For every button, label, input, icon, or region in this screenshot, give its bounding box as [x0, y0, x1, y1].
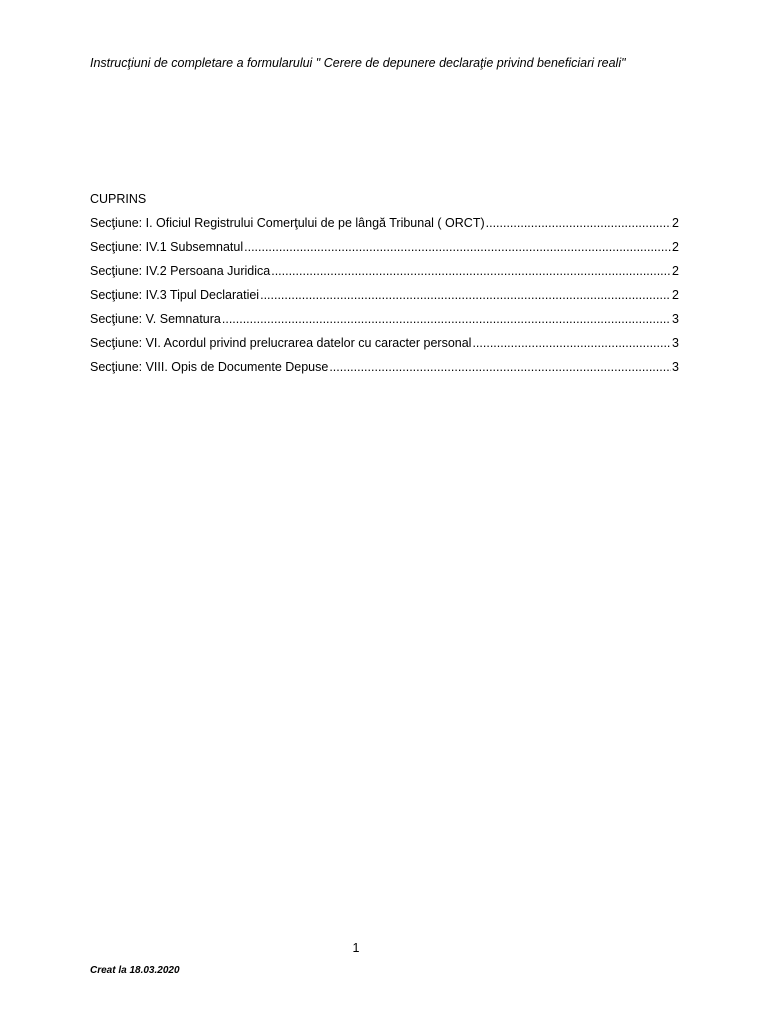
- toc-entry-label: Secţiune: VI. Acordul privind prelucrarea datelor cu caracter personal: [90, 336, 472, 350]
- toc-dot-leader: [329, 359, 671, 375]
- toc-entry-label: Secţiune: IV.2 Persoana Juridica: [90, 264, 271, 278]
- toc-entry-sectiune-iv-3[interactable]: [90, 287, 679, 311]
- toc-entry-label: Secţiune: IV.1 Subsemnatul: [90, 240, 244, 254]
- toc-dot-leader: [472, 335, 671, 351]
- toc-entry-sectiune-iv-1[interactable]: [90, 239, 679, 263]
- toc-dot-leader: [222, 311, 671, 327]
- toc-entry-page: 2: [672, 264, 679, 278]
- toc-entry-sectiune-i[interactable]: [90, 215, 679, 239]
- toc-entry-page: 3: [672, 312, 679, 326]
- toc-entry-sectiune-vi[interactable]: [90, 335, 679, 359]
- toc-entry-page: 2: [672, 288, 679, 302]
- toc-dot-leader: [260, 287, 671, 303]
- toc-entry-page: 2: [672, 240, 679, 254]
- table-of-contents: [90, 215, 679, 383]
- toc-entry-page: 3: [672, 336, 679, 350]
- toc-entry-label: Secţiune: VIII. Opis de Documente Depuse: [90, 360, 329, 374]
- toc-entry-sectiune-viii[interactable]: [90, 359, 679, 383]
- toc-dot-leader: [271, 263, 671, 279]
- toc-entry-label: Secţiune: V. Semnatura: [90, 312, 221, 326]
- toc-entry-page: 3: [672, 360, 679, 374]
- toc-entry-sectiune-iv-2[interactable]: [90, 263, 679, 287]
- page-number: 1: [352, 941, 360, 955]
- toc-entry-page: 2: [672, 216, 679, 230]
- toc-dot-leader: [486, 215, 671, 231]
- toc-heading: CUPRINS: [90, 192, 147, 206]
- document-title: Instrucţiuni de completare a formularului " Cerere de depunere declaraţie privind beneficiari reali": [90, 56, 626, 70]
- toc-entry-label: Secţiune: IV.3 Tipul Declaratiei: [90, 288, 260, 302]
- footer-created-date: Creat la 18.03.2020: [90, 965, 180, 976]
- toc-entry-label: Secţiune: I. Oficiul Registrului Comerţului de pe lângă Tribunal ( ORCT): [90, 216, 485, 230]
- toc-dot-leader: [244, 239, 671, 255]
- toc-entry-sectiune-v[interactable]: [90, 311, 679, 335]
